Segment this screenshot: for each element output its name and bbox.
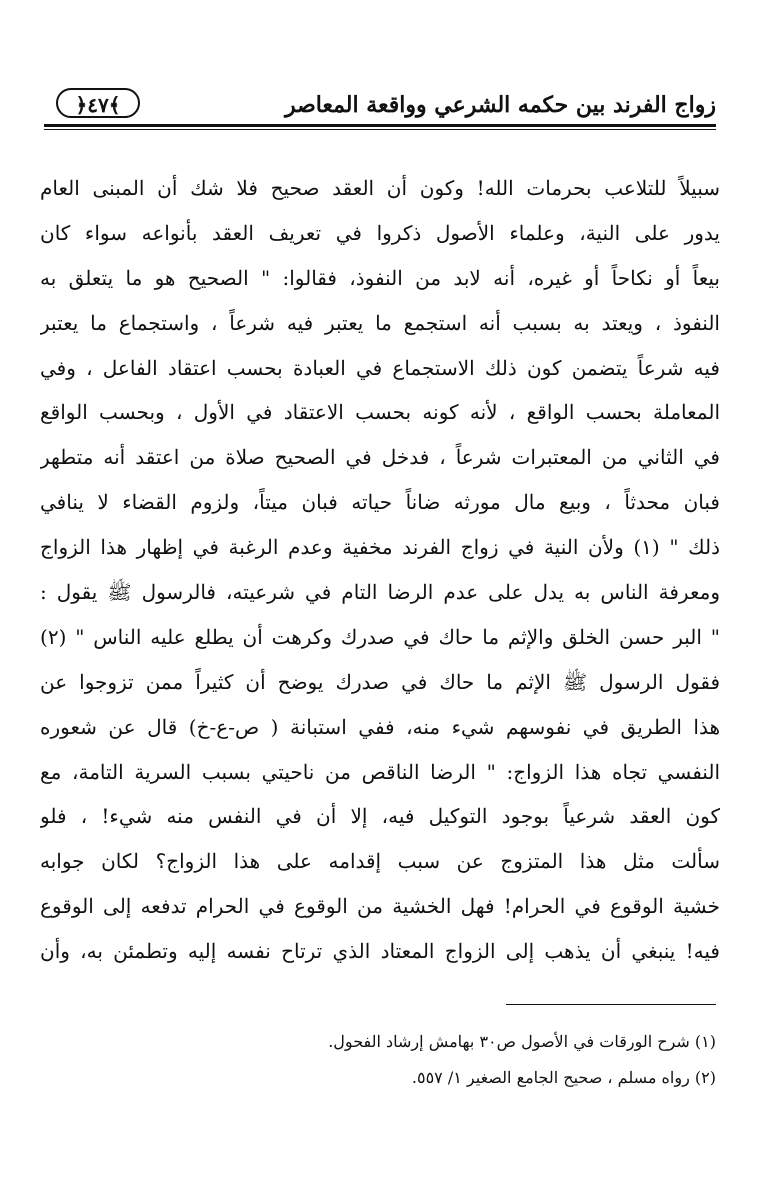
page-number: ﴿٤٧﴾ xyxy=(56,88,140,118)
body-text xyxy=(40,166,720,974)
text-line: بيعاً أو نكاحاً أو غيره، أنه لابد من النفوذ، فقالوا: " الصحيح هو ما يتعلق به xyxy=(40,265,720,290)
footnote-2: (٢) رواه مسلم ، صحيح الجامع الصغير ١/ ٥٥٧. xyxy=(411,1068,716,1087)
text-line: النفسي تجاه هذا الزواج: " الرضا الناقص من ناحيتي بسبب السرية التامة، مع xyxy=(40,759,720,784)
text-line: المعاملة بحسب الواقع ، لأنه كونه بحسب الاعتقاد في الأول ، وبحسب الواقع xyxy=(40,400,720,425)
text-line: " البر حسن الخلق والإثم ما حاك في صدرك وكرهت أن يطلع عليه الناس " (٢) xyxy=(40,624,720,649)
text-line: سبيلاً للتلاعب بحرمات الله! وكون أن العقد صحيح فلا شك أن المبنى العام xyxy=(40,176,720,200)
header-double-rule xyxy=(44,124,716,130)
text-line: ذلك " (١) ولأن النية في زواج الفرند مخفية وعدم الرغبة في إظهار هذا الزواج xyxy=(40,535,720,560)
text-line: في الثاني من المعتبرات شرعاً ، فدخل في الصحيح صلاة من اعتقد أنه متطهر xyxy=(40,445,720,470)
text-line: فيه! ينبغي أن يذهب إلى الزواج المعتاد الذي ترتاح نفسه إليه وتطمئن به، وأن xyxy=(40,939,720,964)
text-line: فبان محدثاً ، وبيع مال مورثه ضاناً حياته فبان ميتاً، ولزوم القضاء لا ينافي xyxy=(40,490,720,515)
text-line: خشية الوقوع في الحرام! فهل الخشية من الوقوع في الحرام تدفعه إلى الوقوع xyxy=(40,894,720,919)
text-line: النفوذ ، ويعتد به بسبب أنه استجمع ما يعتبر فيه شرعاً ، واستجماع ما يعتبر xyxy=(40,310,720,335)
footnotes xyxy=(76,1024,716,1096)
text-line: سألت مثل هذا المتزوج عن سبب إقدامه على هذا الزواج؟ لكان جوابه xyxy=(40,849,720,874)
footnote-separator xyxy=(506,1004,716,1005)
text-line: يدور على النية، وعلماء الأصول ذكروا في تعريف العقد بأنواعه سواء كان xyxy=(40,220,720,245)
running-header xyxy=(44,82,716,122)
footnote-1: (١) شرح الورقات في الأصول ص٣٠ بهامش إرشاد الفحول. xyxy=(328,1032,716,1051)
text-line: كون العقد شرعياً بوجود التوكيل فيه، إلا أن في النفس منه شيء! ، فلو xyxy=(40,804,720,829)
text-line: فيه شرعاً يتضمن كون ذلك الاستجماع في العبادة بحسب اعتقاد الفاعل ، وفي xyxy=(40,355,720,380)
text-line: هذا الطريق في نفوسهم شيء منه، ففي استبانة ( ص-ع-خ) قال عن شعوره xyxy=(40,714,720,739)
running-header-title: زواج الفرند بين حكمه الشرعي وواقعة المعاصر xyxy=(284,92,716,118)
text-line: ومعرفة الناس به يدل على عدم الرضا التام في شرعيته، فالرسول ﷺ يقول : xyxy=(40,580,720,605)
text-line: فقول الرسول ﷺ الإثم ما حاك في صدرك يوضح أن كثيراً ممن تزوجوا عن xyxy=(40,669,720,694)
